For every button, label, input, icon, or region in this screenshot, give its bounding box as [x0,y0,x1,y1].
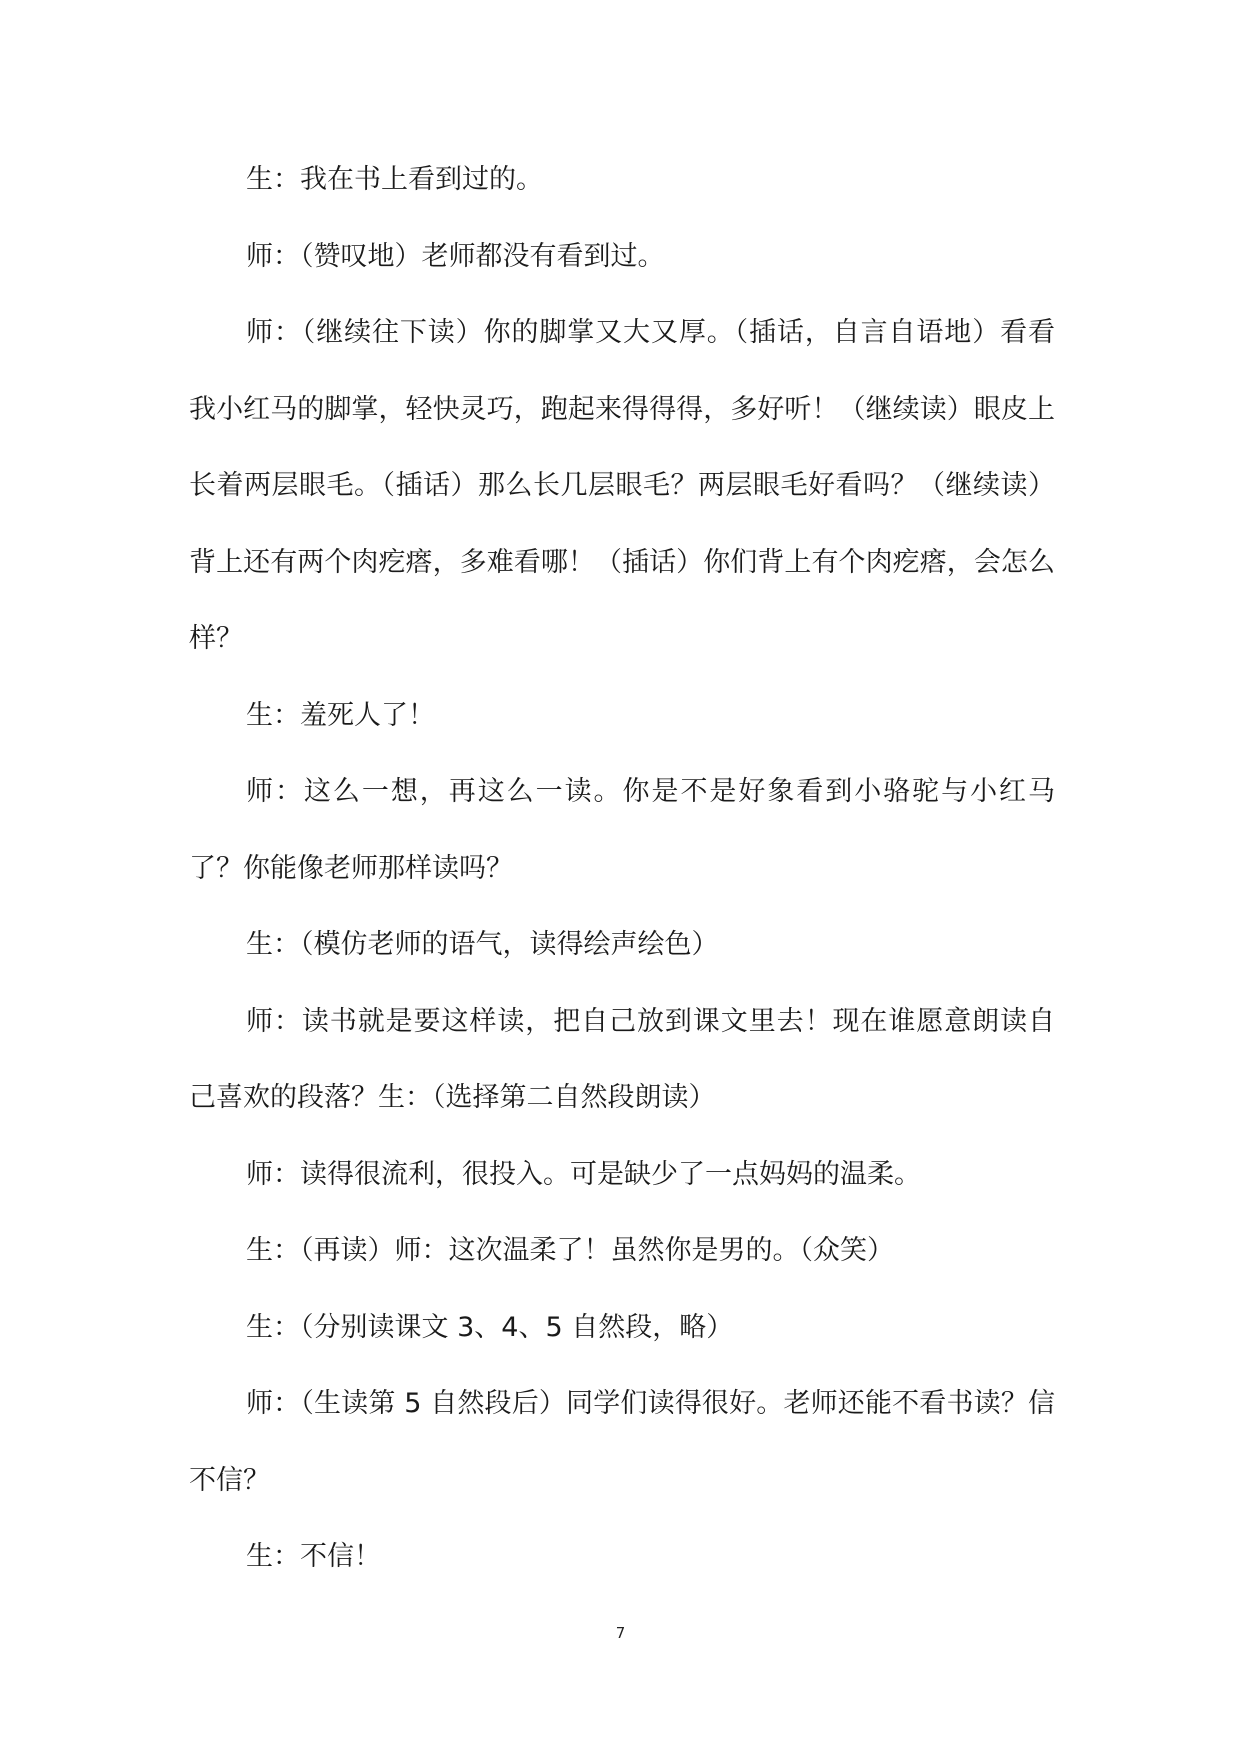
paragraph: 师：这么一想，再这么一读。你是不是好象看到小骆驼与小红马了？你能像老师那样读吗？ [189,776,1055,884]
paragraph: 师：读得很流利，很投入。可是缺少了一点妈妈的温柔。 [246,1158,921,1190]
paragraph: 生：（再读）师：这次温柔了！虽然你是男的。（众笑） [246,1235,894,1266]
page-number: 7 [615,1624,626,1642]
paragraph: 生：（分别读课文 3、4、5 自然段，略） [246,1311,734,1343]
paragraph: 生：不信！ [246,1541,381,1572]
paragraph: 师：（生读第 5 自然段后）同学们读得很好。老师还能不看书读？信不信？ [189,1388,1055,1496]
paragraph: 生：羞死人了！ [246,699,435,731]
paragraph: 生：我在书上看到过的。 [246,164,543,195]
paragraph: 师：读书就是要这样读，把自己放到课文里去！现在谁愿意朗读自己喜欢的段落？生：（选择第二自然段朗读） [189,1005,1055,1113]
paragraph: 师：（赞叹地）老师都没有看到过。 [246,240,665,272]
paragraph: 生：（模仿老师的语气，读得绘声绘色） [246,929,719,960]
page-body [189,142,1055,1596]
paragraph: 师：（继续往下读）你的脚掌又大又厚。（插话，自言自语地）看看我小红马的脚掌，轻快灵巧，跑起来得得得，多好听！（继续读）眼皮上长着两层眼毛。（插话）那么长几层眼毛？两层眼毛好看吗？（继续读）背上还有两个肉疙瘩，多难看哪！（插话）你们背上有个肉疙瘩，会怎么样？ [189,317,1055,654]
